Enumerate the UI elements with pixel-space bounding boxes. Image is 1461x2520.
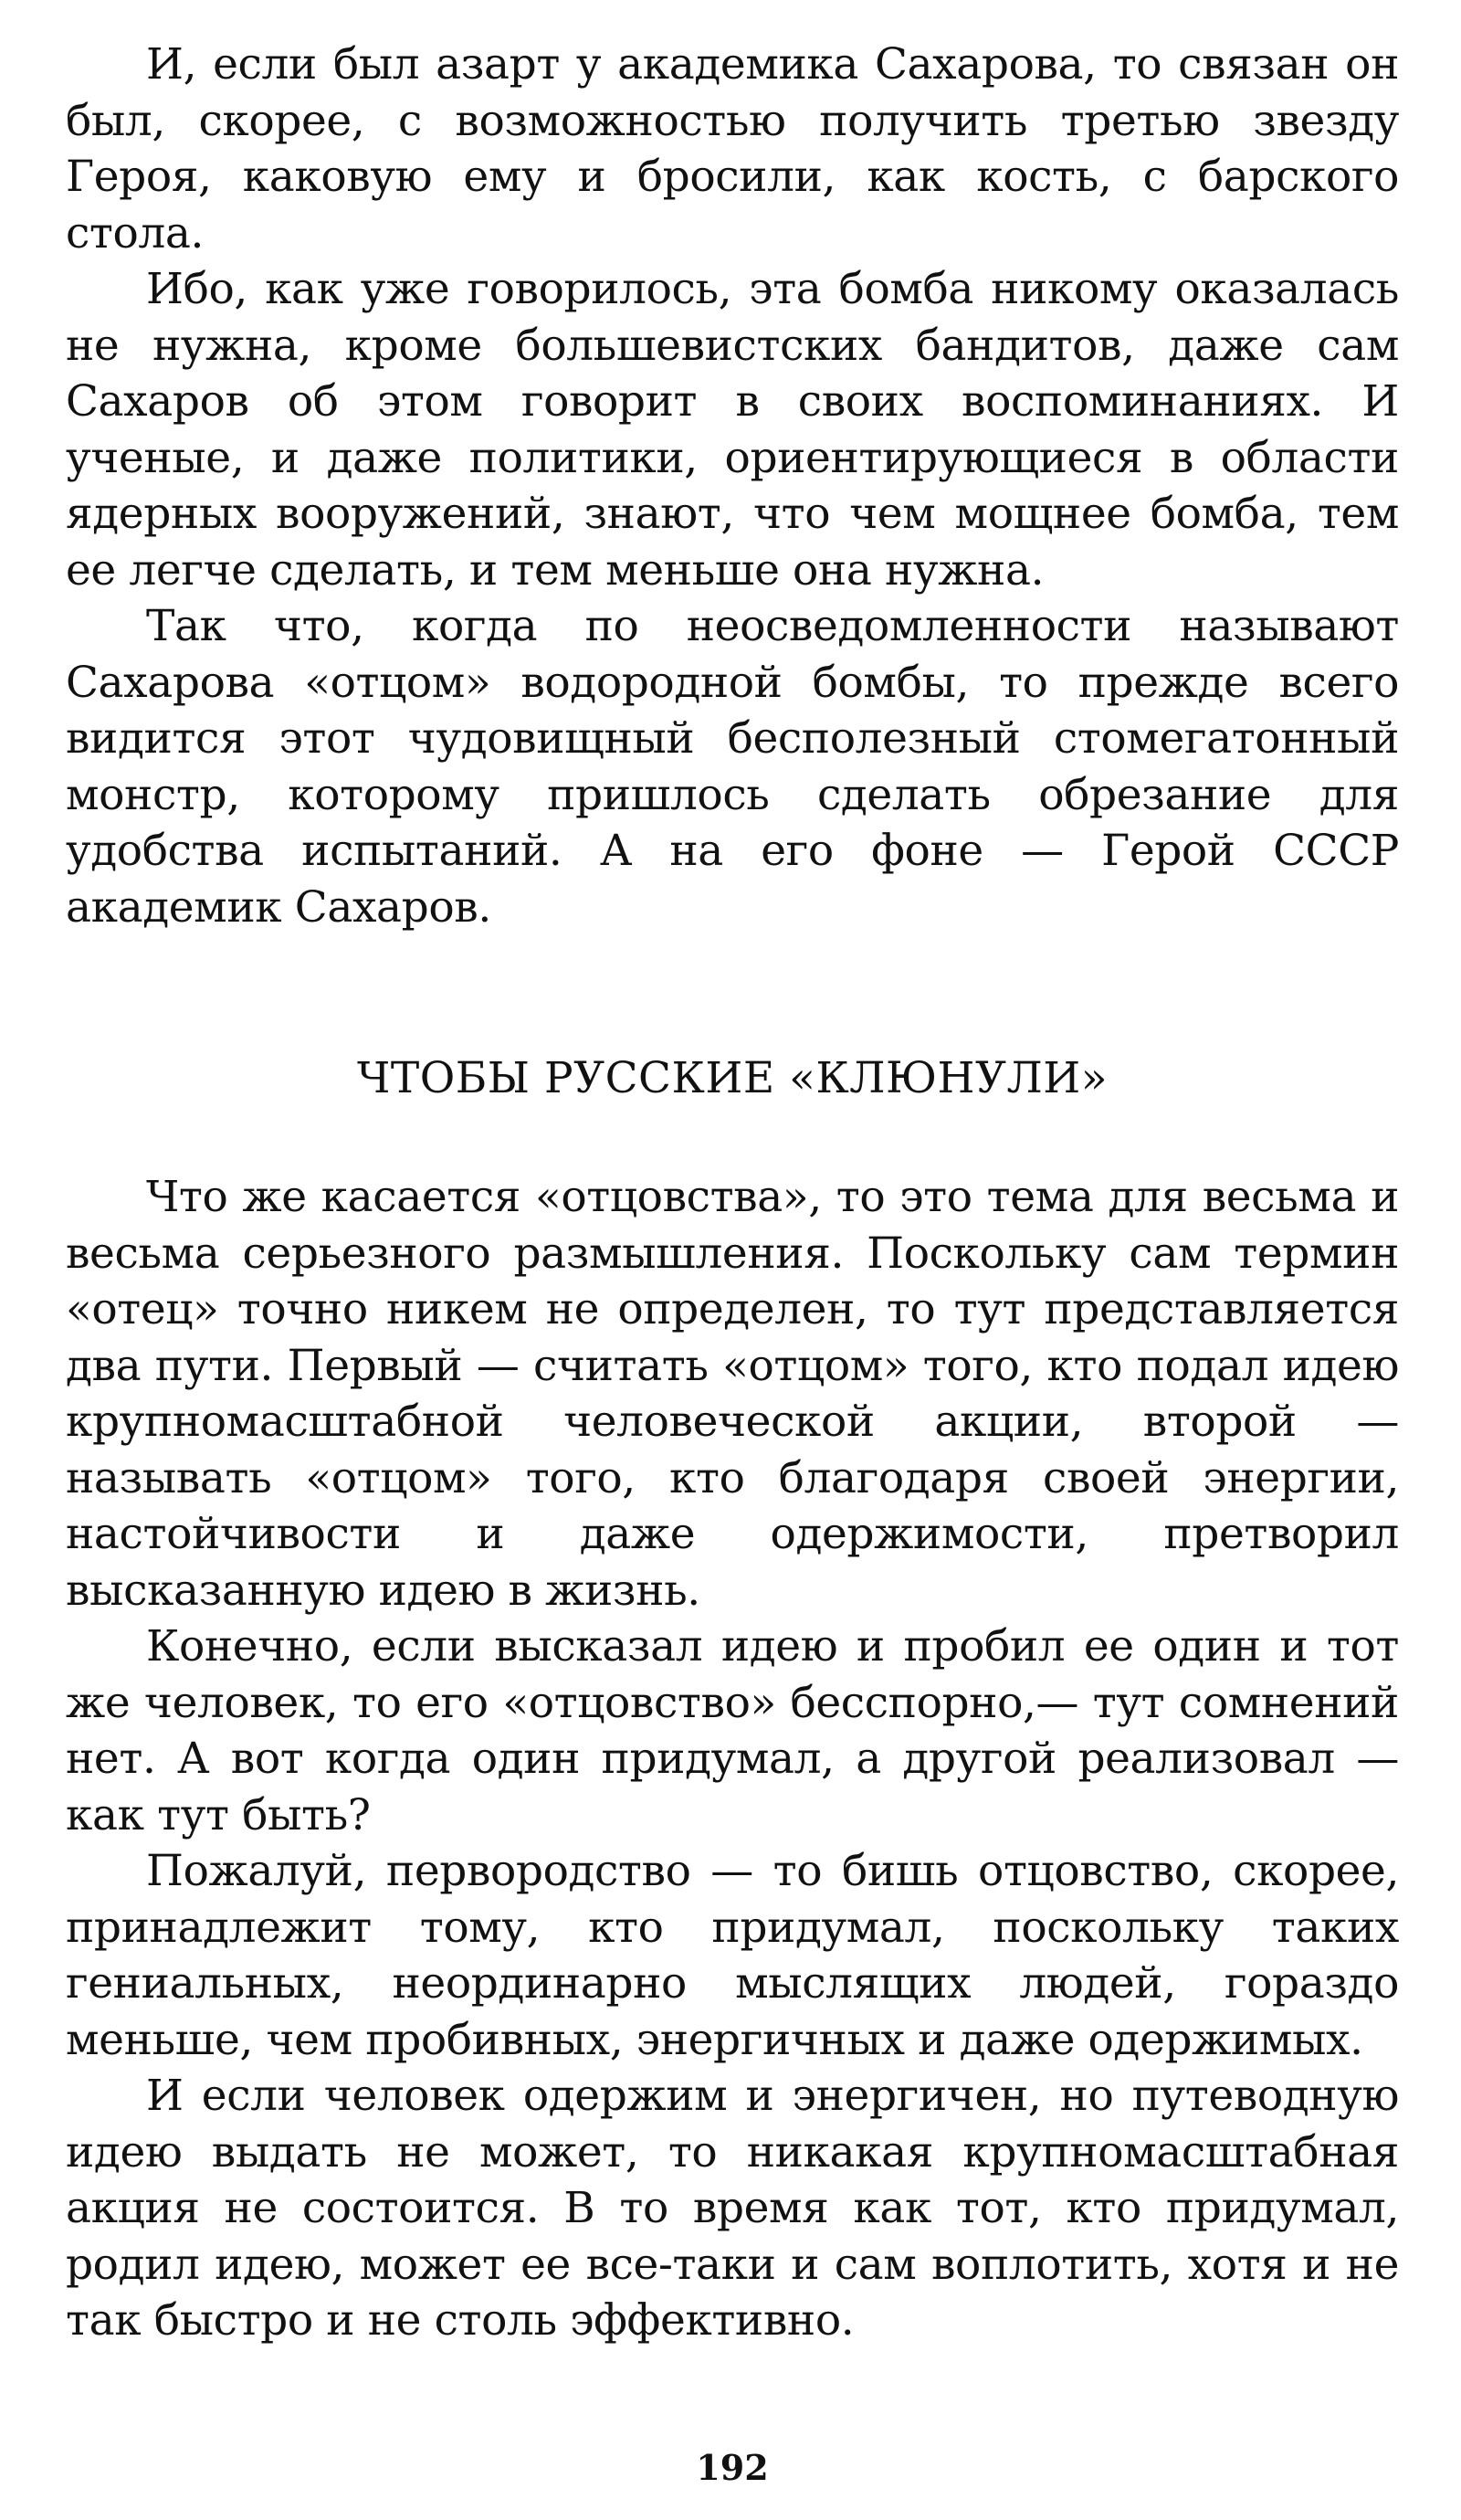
opening-section xyxy=(66,37,1399,935)
paragraph: Пожалуй, первородство — то бишь отцовство, скорее, принадлежит тому, кто придумал, поскольку таких гениальных, неординарно мыслящих людей, гораздо меньше, чем пробивных, энергичных и даже одержимых. xyxy=(66,1846,1399,2065)
section-heading: ЧТОБЫ РУССКИЕ «КЛЮНУЛИ» xyxy=(357,1053,1108,1103)
page-number: 192 xyxy=(696,2447,769,2488)
paragraph: Что же касается «отцовства», то это тема для весьма и весьма серьезного размышления. Поскольку сам термин «отец» точно никем не определен, то тут представляется два пути. Первый — считать «отцом» того, кто подал идею крупномасштабной человеческой акции, второй — называть «отцом» того, кто благодаря своей энергии, настойчивости и даже одержимости, претворил высказанную идею в жизнь. xyxy=(66,1172,1399,1616)
paragraph: Ибо, как уже говорилось, эта бомба никому оказалась не нужна, кроме большевистских бандитов, даже сам Сахаров об этом говорит в своих воспоминаниях. И ученые, и даже политики, ориентирующиеся в области ядерных вооружений, знают, что чем мощнее бомба, тем ее легче сделать, и тем меньше она нужна. xyxy=(66,264,1399,596)
paragraph: Так что, когда по неосведомленности называют Сахарова «отцом» водородной бомбы, то прежде всего видится этот чудовищный бесполезный стомегатонный монстр, которому пришлось сделать обрезание для удобства испытаний. А на его фоне — Герой СССР академик Сахаров. xyxy=(66,601,1399,933)
paragraph: И, если был азарт у академика Сахарова, то связан он был, скорее, с возможностью получить третью звезду Героя, каковую ему и бросили, как кость, с барского стола. xyxy=(66,39,1399,258)
paragraph: И если человек одержим и энергичен, но путеводную идею выдать не может, то никакая крупномасштабная акция не состоится. В то время как тот, кто придумал, родил идею, может ее все-таки и сам воплотить, хотя и не так быстро и не столь эффективно. xyxy=(66,2071,1399,2346)
paragraph: Конечно, если высказал идею и пробил ее один и тот же человек, то его «отцовство» бесспорно,— тут сомнений нет. А вот когда один придумал, а другой реализовал — как тут быть? xyxy=(66,1621,1399,1840)
chapter-section xyxy=(66,1169,1399,2349)
book-page xyxy=(66,37,1399,2488)
